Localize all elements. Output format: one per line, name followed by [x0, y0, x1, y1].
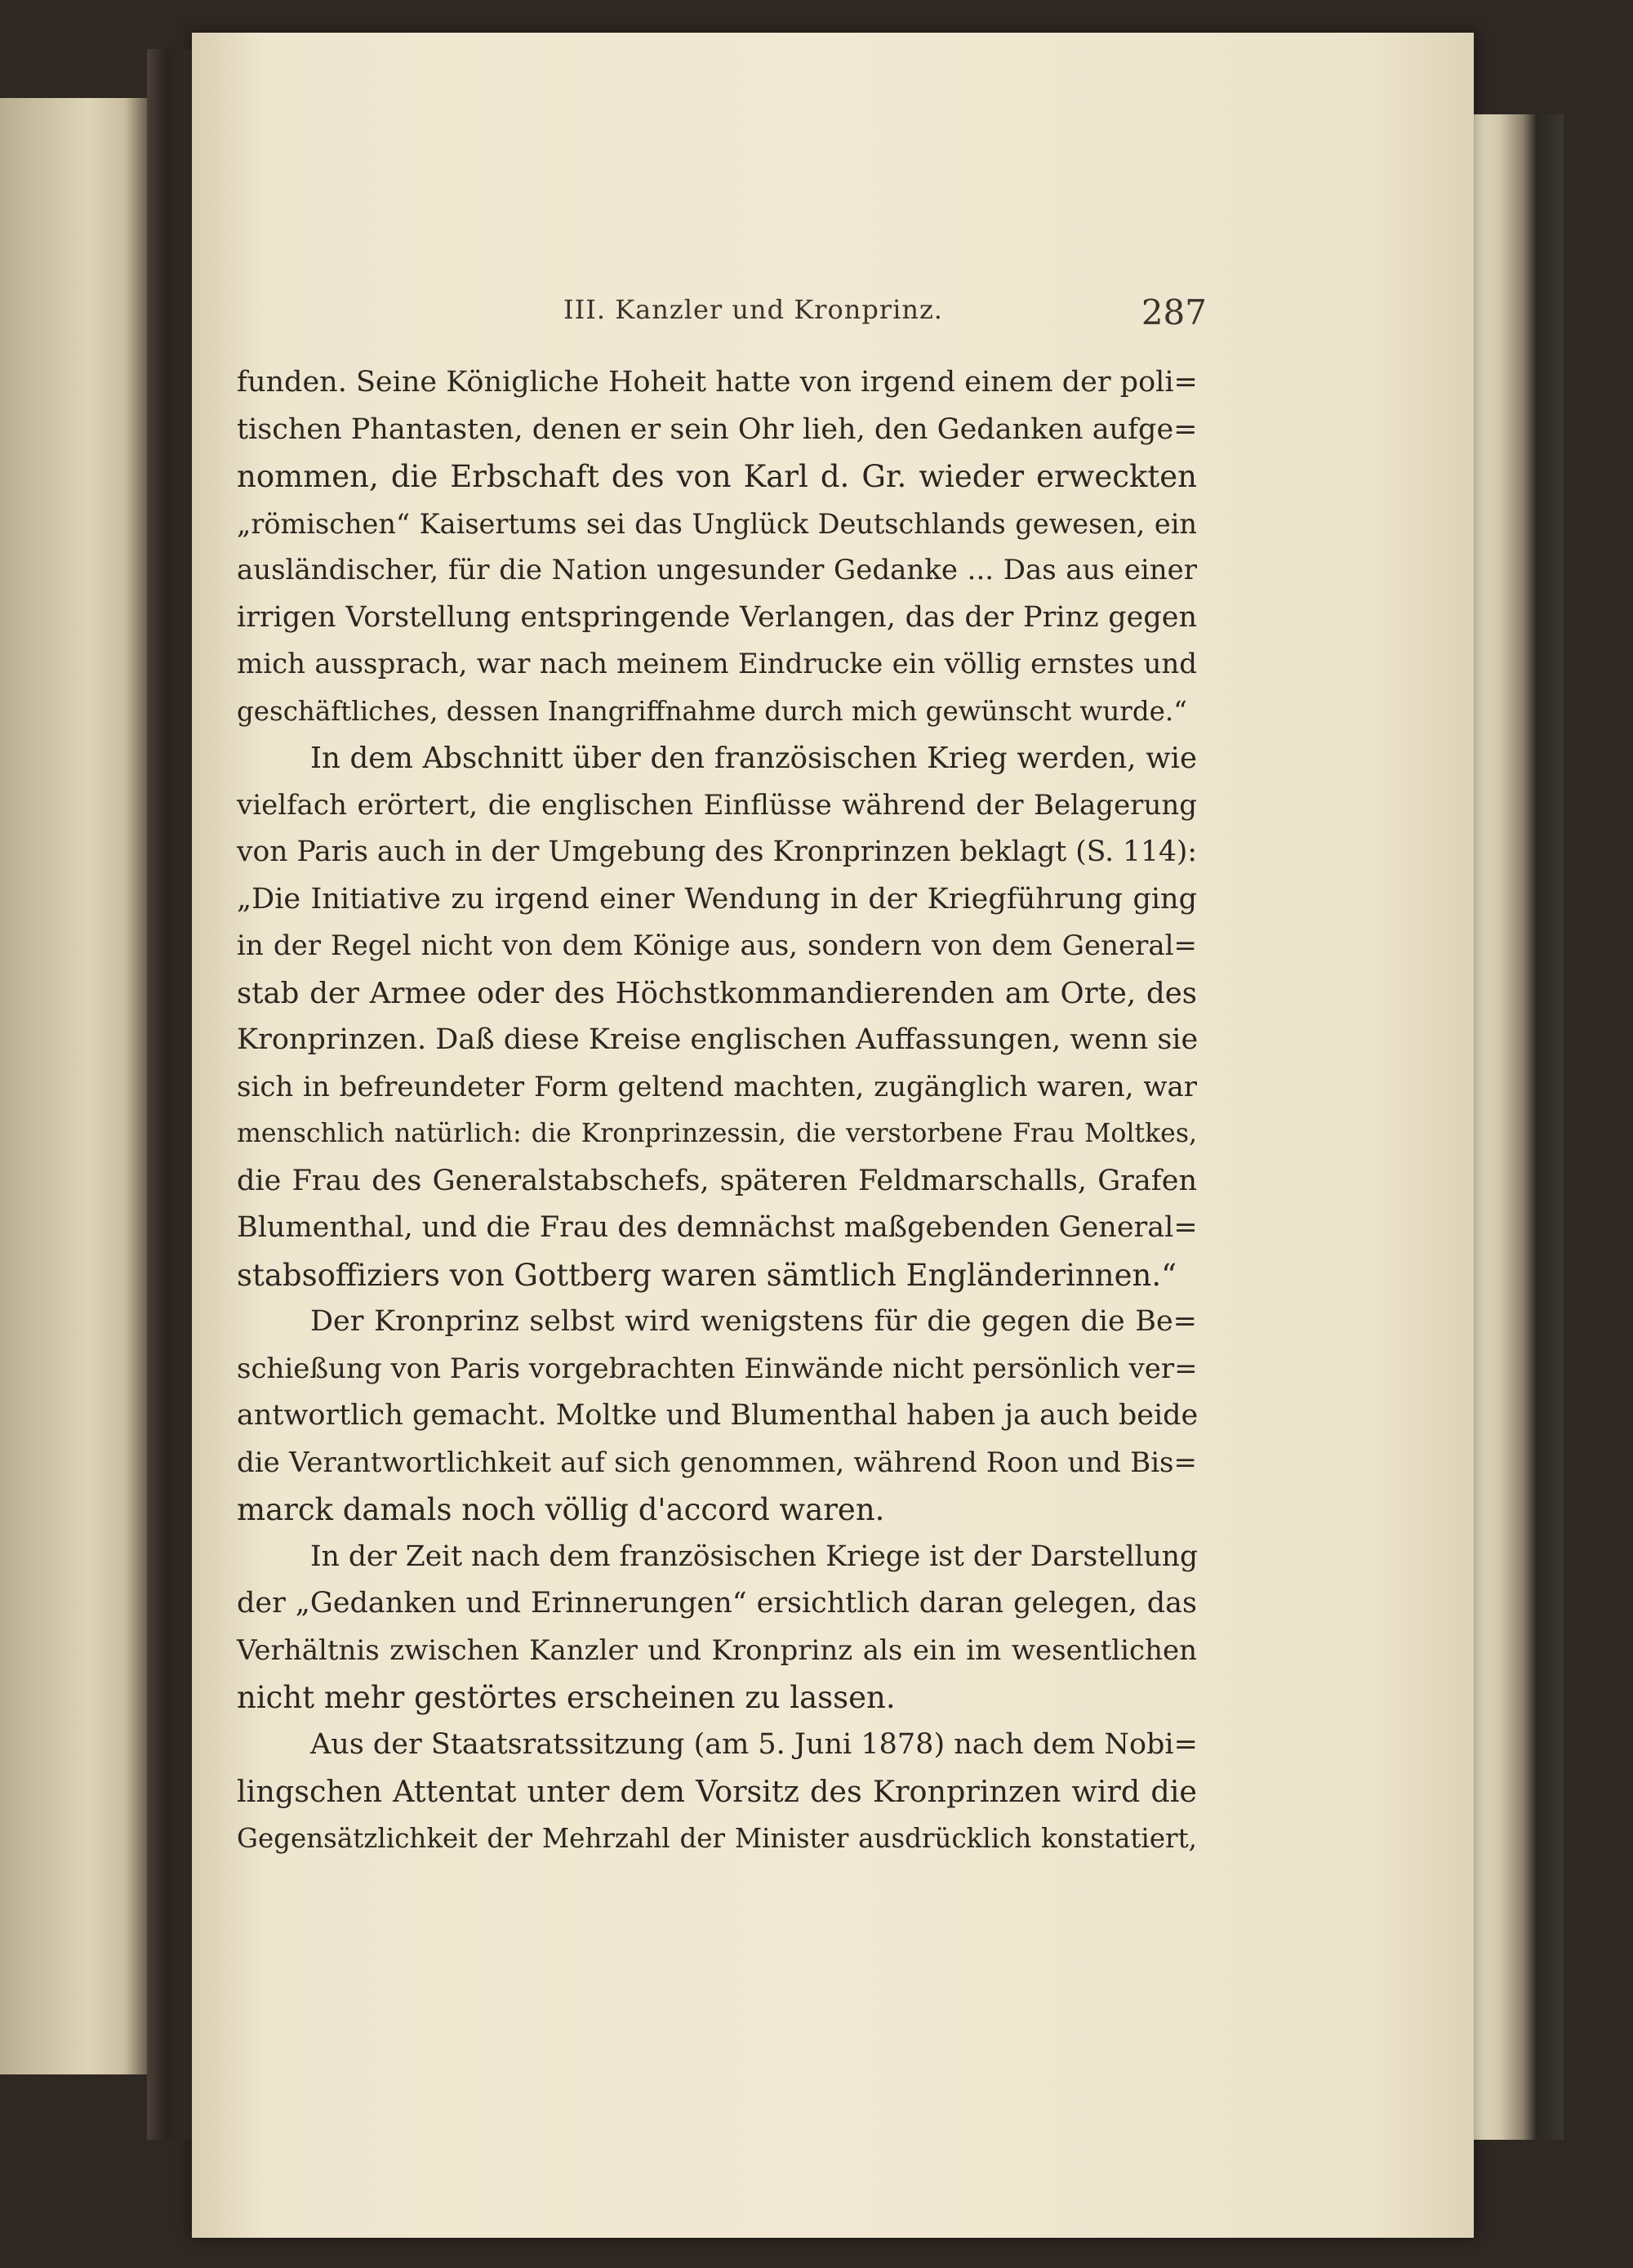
text-line: stab der Armee oder des Höchstkommandierenden am Orte, des [237, 976, 1197, 1010]
text-line: In dem Abschnitt über den französischen Krieg werden, wie [310, 742, 1197, 775]
text-line: Der Kronprinz selbst wird wenigstens für die gegen die Be= [310, 1305, 1197, 1338]
text-line: marck damals noch völlig d'accord waren. [237, 1492, 885, 1527]
text-line: menschlich natürlich: die Kronprinzessin, die verstorbene Frau Moltkes, [237, 1119, 1197, 1148]
text-line: In der Zeit nach dem französischen Kriege ist der Darstellung [310, 1539, 1199, 1573]
text-line: mich aussprach, war nach meinem Eindrucke ein völlig ernstes und [237, 648, 1197, 680]
text-line: Gegensätzlichkeit der Mehrzahl der Minister ausdrücklich konstatiert, [237, 1822, 1197, 1854]
text-line: Blumenthal, und die Frau des demnächst maßgebenden General= [237, 1211, 1198, 1244]
text-line: Verhältnis zwischen Kanzler und Kronprinz als ein im wesentlichen [237, 1633, 1197, 1667]
text-line: die Verantwortlichkeit auf sich genommen, während Roon und Bis= [237, 1446, 1197, 1479]
text-line: irrigen Vorstellung entspringende Verlangen, das der Prinz gegen [237, 600, 1197, 634]
text-line: „Die Initiative zu irgend einer Wendung in der Kriegführung ging [237, 882, 1197, 916]
page-number: 287 [1141, 292, 1207, 332]
left-page-edge [0, 98, 147, 2074]
text-line: schießung von Paris vorgebrachten Einwände nicht persönlich ver= [237, 1352, 1198, 1385]
text-line: „römischen“ Kaisertums sei das Unglück Deutschlands gewesen, ein [237, 507, 1197, 540]
text-line: tischen Phantasten, denen er sein Ohr lieh, den Gedanken aufge= [237, 412, 1198, 446]
text-line: nommen, die Erbschaft des von Karl d. Gr. wieder erweckten [237, 459, 1197, 494]
text-line: in der Regel nicht von dem Könige aus, sondern von dem General= [237, 929, 1197, 962]
text-line: lingschen Attentat unter dem Vorsitz des Kronprinzen wird die [237, 1774, 1197, 1809]
text-line: antwortlich gemacht. Moltke und Blumenthal haben ja auch beide [237, 1399, 1199, 1432]
text-line: die Frau des Generalstabschefs, späteren Feldmarschalls, Grafen [237, 1164, 1197, 1197]
text-line: stabsoffiziers von Gottberg waren sämtlich Engländerinnen.“ [237, 1257, 1177, 1293]
body-text [237, 359, 1197, 1862]
text-line: funden. Seine Königliche Hoheit hatte von irgend einem der poli= [237, 366, 1198, 399]
running-header [563, 292, 1207, 343]
text-line: vielfach erörtert, die englischen Einflüsse während der Belagerung [237, 788, 1197, 822]
text-line: geschäftliches, dessen Inangriffnahme durch mich gewünscht wurde.“ [237, 695, 1187, 727]
book-gutter [147, 49, 196, 2140]
text-line: Aus der Staatsratssitzung (am 5. Juni 1878) nach dem Nobi= [310, 1727, 1198, 1761]
text-line: ausländischer, für die Nation ungesunder Gedanke ... Das aus einer [237, 554, 1197, 586]
text-line: sich in befreundeter Form geltend machten, zugänglich waren, war [237, 1070, 1197, 1103]
page-stack-edge [1474, 114, 1564, 2140]
running-title: III. Kanzler und Kronprinz. [563, 294, 943, 325]
text-line: Kronprinzen. Daß diese Kreise englischen Auffassungen, wenn sie [237, 1023, 1199, 1056]
text-line: der „Gedanken und Erinnerungen“ ersichtlich daran gelegen, das [237, 1587, 1197, 1620]
text-line: von Paris auch in der Umgebung des Kronprinzen beklagt (S. 114): [237, 835, 1197, 868]
text-line: nicht mehr gestörtes erscheinen zu lassen. [237, 1680, 896, 1715]
